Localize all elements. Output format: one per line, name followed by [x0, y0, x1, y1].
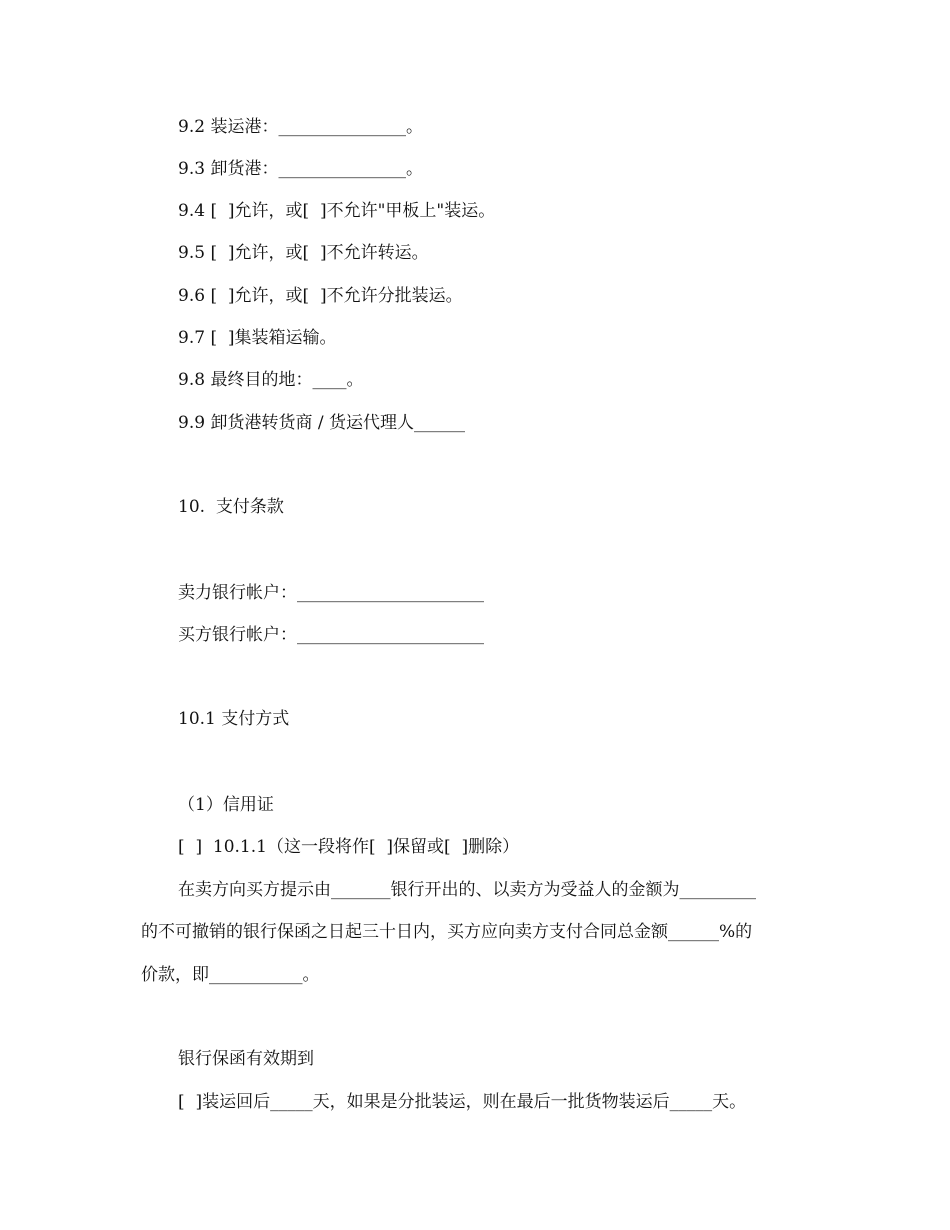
- clause-10-1-1: [ ] 10.1.1（这一段将作[ ]保留或[ ]删除）: [178, 837, 520, 857]
- section-10-heading: 10. 支付条款: [178, 497, 284, 517]
- clause-9-9-forwarder: 9.9 卸货港转货商 / 货运代理人______: [178, 413, 465, 433]
- clause-9-4-deck-shipment: 9.4 [ ]允许，或[ ]不允许"甲板上"装运。: [178, 201, 496, 221]
- buyer-bank-account: 买方银行帐户：______________________: [178, 625, 484, 645]
- clause-9-8-final-destination: 9.8 最终目的地：____。: [178, 370, 364, 390]
- clause-9-7-container: 9.7 [ ]集装箱运输。: [178, 328, 337, 348]
- clause-9-5-transshipment: 9.5 [ ]允许，或[ ]不允许转运。: [178, 243, 429, 263]
- paragraph-line-3: 价款，即___________。: [141, 965, 320, 985]
- letter-of-credit-heading: （1）信用证: [178, 795, 274, 815]
- paragraph-line-2: 的不可撤销的银行保函之日起三十日内，买方应向卖方支付合同总金额______%的: [141, 922, 753, 942]
- paragraph-line-1: 在卖方向买方提示由_______银行开出的、以卖方为受益人的金额为_________: [178, 880, 756, 900]
- guarantee-validity-clause: [ ]装运回后_____天，如果是分批装运，则在最后一批货物装运后_____天。: [178, 1092, 747, 1112]
- clause-9-3-discharge-port: 9.3 卸货港：_______________。: [178, 159, 423, 179]
- clause-9-6-partial-shipment: 9.6 [ ]允许，或[ ]不允许分批装运。: [178, 286, 463, 306]
- section-10-1-heading: 10.1 支付方式: [178, 709, 290, 729]
- guarantee-validity-heading: 银行保函有效期到: [178, 1049, 314, 1069]
- clause-9-2-loading-port: 9.2 装运港：_______________。: [178, 117, 423, 137]
- seller-bank-account: 卖力银行帐户：______________________: [178, 583, 484, 603]
